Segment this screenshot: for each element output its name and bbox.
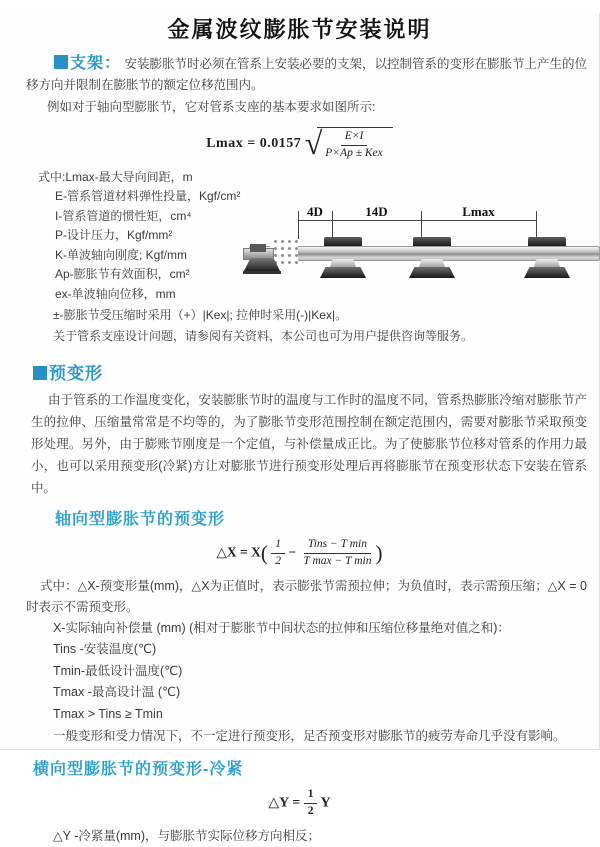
dimension-label-14d: 14D xyxy=(365,204,388,219)
fraction-numerator: 1 xyxy=(271,538,285,554)
lmax-fraction-numerator: E×I xyxy=(341,130,368,146)
fraction-denominator: T max − T min xyxy=(303,554,372,567)
half-fraction xyxy=(304,788,318,819)
support-intro-text: 安装膨胀节时必须在管系上安装必要的支架，以控制管系的变形在膨胀节上产生的位移方向并限制在膨胀节的额定位移范围内。 xyxy=(26,57,588,92)
support-base xyxy=(320,267,366,278)
blue-square-bullet-icon xyxy=(54,55,68,69)
lateral-subheading: 横向型膨胀节的预变形-冷紧 xyxy=(33,761,244,779)
dimension-label-lmax: Lmax xyxy=(462,204,495,219)
predeform-section-heading xyxy=(33,359,599,384)
predeform-heading-label: 预变形 xyxy=(49,364,103,384)
lmax-formula xyxy=(0,127,599,161)
guide-support xyxy=(408,205,456,297)
lateral-note-line: △Y -冷紧量(mm)，与膨胀节实际位移方向相反； xyxy=(53,828,321,843)
tmax-line: Tmax -最高设计温 (℃) xyxy=(53,685,181,700)
blue-square-bullet-icon xyxy=(33,366,47,380)
tmin-line: Tmin-最低设计温度(℃) xyxy=(53,663,183,678)
guide-support xyxy=(319,205,367,297)
minus-operator: − xyxy=(288,544,297,560)
support-base xyxy=(524,267,570,278)
pipe-support-diagram xyxy=(243,205,600,297)
definition-line: P-设计压力，Kgf/mm² xyxy=(55,228,173,243)
tins-line: Tins -安装温度(℃) xyxy=(53,642,157,657)
support-base xyxy=(409,267,455,278)
axial-formula xyxy=(0,538,599,569)
definition-line: I-管系管道的惯性矩，cm⁴ xyxy=(55,208,192,223)
anchor-clamp xyxy=(250,244,266,252)
definition-line: E-管系管道材料弹性投量，Kgf/cm² xyxy=(55,189,241,204)
lateral-formula-lhs: △Y = xyxy=(268,795,301,811)
fraction-denominator: 2 xyxy=(307,804,314,817)
dimension-label-4d: 4D xyxy=(307,204,323,219)
service-note-line: 关于管系支座设计问题，请参阅有关资料，本公司也可为用户提供咨询等服务。 xyxy=(53,329,474,344)
axial-formula-lhs: △X = X xyxy=(216,544,261,560)
guide-support xyxy=(523,205,571,297)
lmax-formula-lhs: Lmax = 0.0157 xyxy=(206,136,302,152)
temperature-fraction xyxy=(299,538,375,569)
pm-note-line: ±-膨胀节受压缩时采用（+）|Kex|; 拉伸时采用(-)|Kex|。 xyxy=(53,308,348,323)
temp-inequality-line: Tmax > Tins ≥ Tmin xyxy=(53,706,163,721)
support-clamp xyxy=(324,237,362,246)
definition-line: 式中:Lmax-最大导向间距，m xyxy=(38,169,193,184)
close-paren: ) xyxy=(375,540,383,565)
axial-explain-paragraph: 式中：△X-预变形量(mm)，△X为正值时，表示膨张节需预拉伸；为负值时，表示需预压缩；△X = 0时表示不需预变形。 xyxy=(26,578,587,614)
lateral-formula-rhs: Y xyxy=(320,795,331,811)
support-clamp xyxy=(528,237,566,246)
page-title: 金属波纹膨胀节安装说明 xyxy=(167,17,432,42)
x-definition-line: X-实际轴向补偿量 (mm) (相对于膨胀节中间状态的拉伸和压缩位移量绝对值之和)： xyxy=(53,620,510,635)
support-intro-paragraph xyxy=(26,53,587,96)
support-saddle xyxy=(330,259,356,267)
axial-note-line: 一般变形和受力情况下，不一定进行预变形，足否预变形对膨胀节的疲劳寿命几乎没有影响。 xyxy=(53,729,566,744)
definition-line: ex-单波轴向位移，mm xyxy=(55,286,176,301)
definition-line: Ap-膨胀节有效面积，cm² xyxy=(55,267,190,282)
lmax-fraction xyxy=(321,130,387,161)
support-example-line: 例如对于轴向型膨胀节，它对管系支座的基本要求如图所示: xyxy=(47,100,376,114)
lmax-fraction-denominator: P×Ap ± Kex xyxy=(325,146,383,159)
half-fraction xyxy=(271,538,285,569)
support-section-heading xyxy=(54,55,121,72)
open-paren: ( xyxy=(260,540,268,565)
anchor-plate xyxy=(243,271,281,274)
square-root-sign: √ xyxy=(304,125,323,162)
support-saddle xyxy=(419,259,445,267)
square-root-body xyxy=(317,127,393,161)
support-clamp xyxy=(413,237,451,246)
lateral-formula xyxy=(0,788,599,819)
fraction-numerator: 1 xyxy=(304,788,318,804)
document-page xyxy=(0,13,600,843)
support-saddle xyxy=(534,259,560,267)
fraction-denominator: 2 xyxy=(275,554,281,567)
fraction-numerator: Tins − T min xyxy=(304,538,371,554)
definition-line: K-单波轴向刚度; Kgf/mm xyxy=(55,247,188,262)
axial-subheading: 轴向型膨胀节的预变形 xyxy=(55,511,226,529)
support-heading-label: 支架： xyxy=(70,55,122,72)
predeform-paragraph: 由于管系的工作温度变化，安装膨胀节时的温度与工作时的温度不同，管系热膨胀冷缩对膨胀节产生的拉伸、压缩量常常是不均等的，为了膨胀节变形范围控制在额定范围内，需要对膨胀节采取预变形处理。另外，由于膨账节刚度是一个定值，与补偿量成正比。为了使膨胀节位移对管系的作用力最小，也可以采用预变形(冷紧)方让对膨胀节进行预变形处理后再将膨胀节在预变形状态下安装在管系中。 xyxy=(31,393,587,496)
